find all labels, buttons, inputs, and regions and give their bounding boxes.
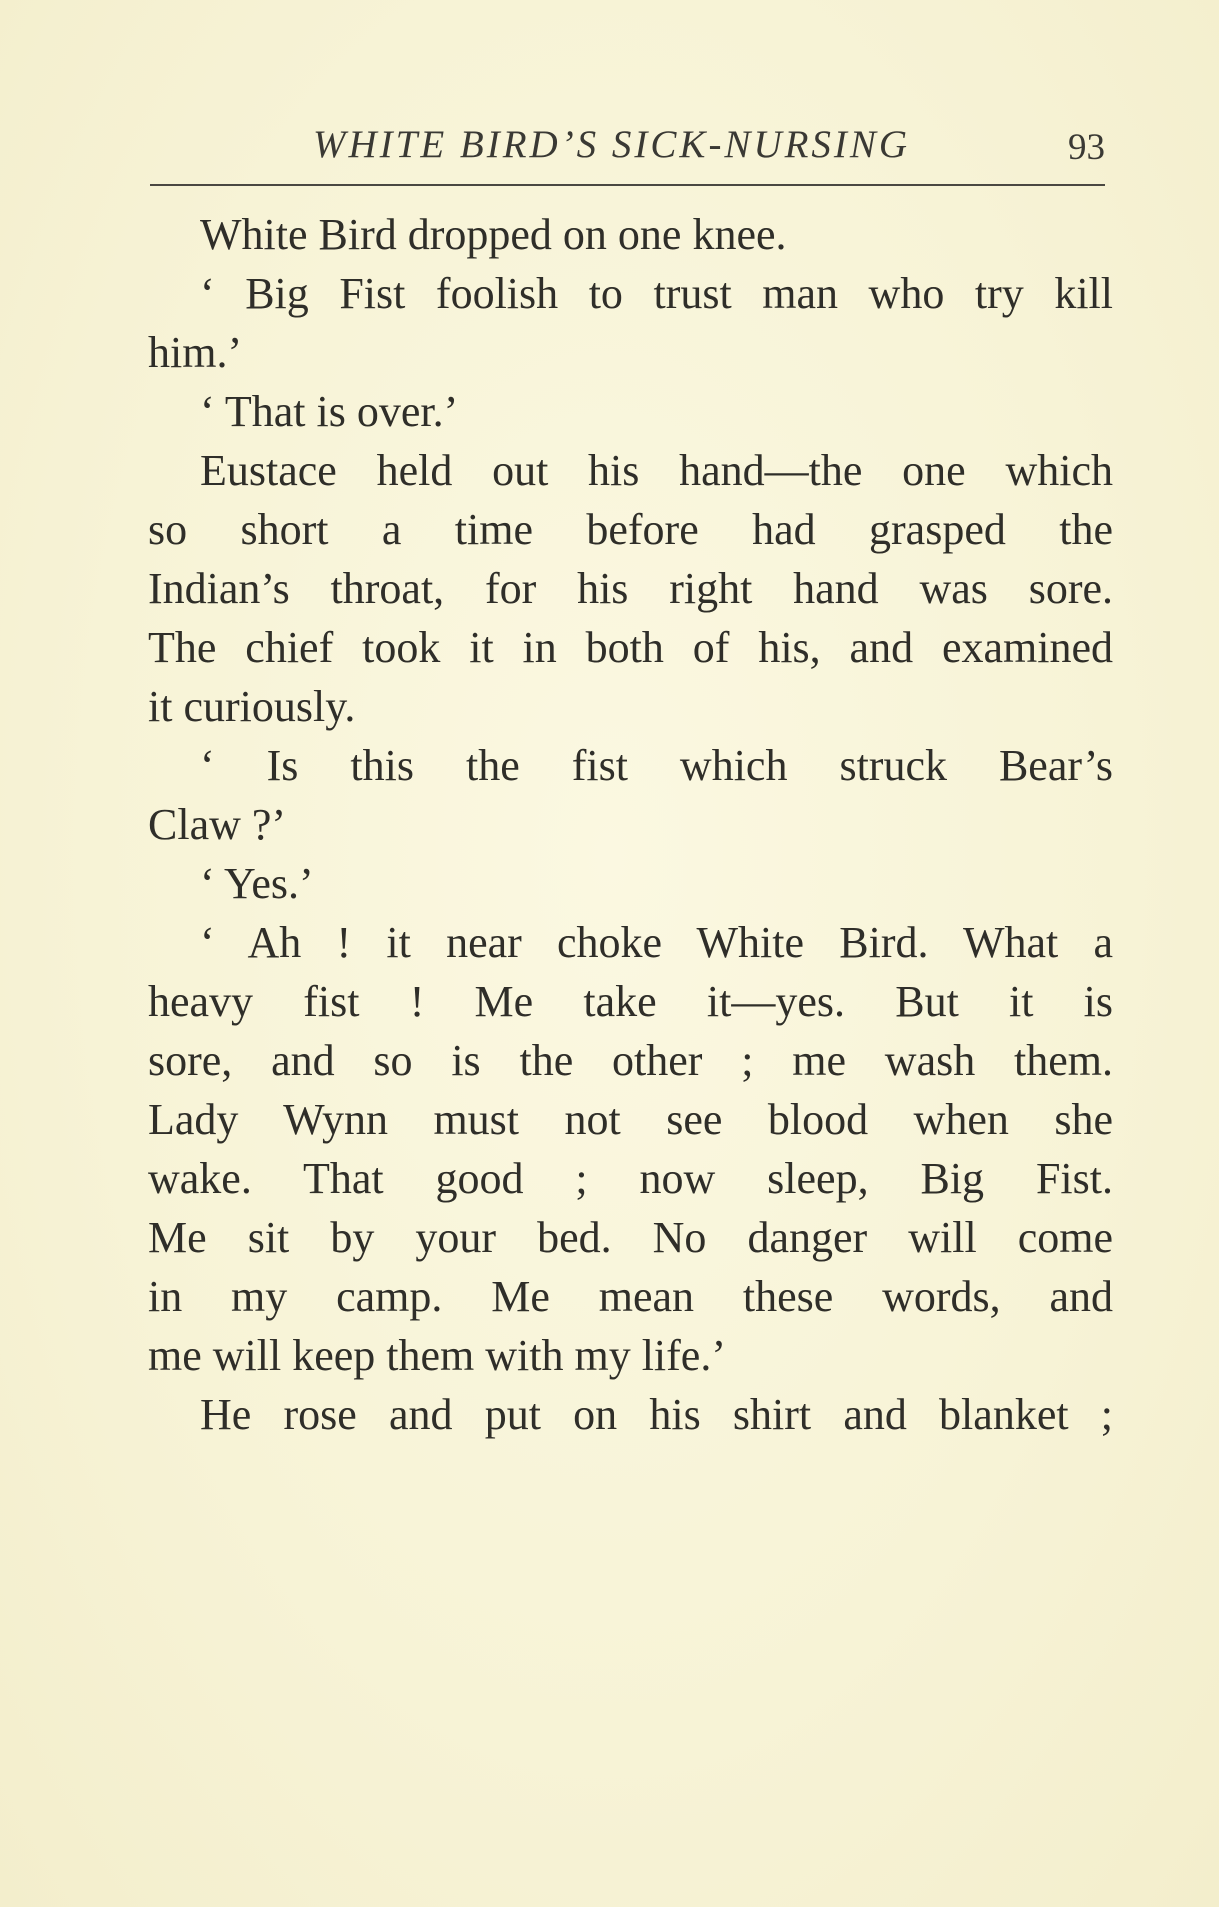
text-line: Eustace held out his hand—the one which [200,446,1113,495]
text-line: so short a time before had grasped the [148,505,1113,554]
text-line: ‘ Yes.’ [200,859,314,908]
text-line: ‘ Is this the fist which struck Bear’s [200,741,1113,790]
page-number: 93 [1068,127,1105,168]
text-line: Me sit by your bed. No danger will come [148,1213,1113,1262]
text-line: him.’ [148,328,243,377]
text-line: He rose and put on his shirt and blanket ; [200,1390,1113,1439]
text-line: it curiously. [148,682,356,731]
text-line: me will keep them with my life.’ [148,1331,726,1380]
text-line: in my camp. Me mean these words, and [148,1272,1113,1321]
text-line: ‘ That is over.’ [200,387,459,436]
text-line: The chief took it in both of his, and examined [148,623,1113,672]
text-line: White Bird dropped on one knee. [200,210,787,259]
text-line: heavy fist ! Me take it—yes. But it is [148,977,1113,1026]
text-line: ‘ Big Fist foolish to trust man who try kill [200,269,1113,318]
running-title: WHITE BIRD’S SICK-NURSING [313,123,911,166]
text-line: wake. That good ; now sleep, Big Fist. [148,1154,1113,1203]
text-line: sore, and so is the other ; me wash them. [148,1036,1113,1085]
text-line: Claw ?’ [148,800,287,849]
header-rule [150,184,1105,186]
text-line: Lady Wynn must not see blood when she [148,1095,1113,1144]
running-head [150,122,1105,174]
text-line: Indian’s throat, for his right hand was sore. [148,564,1113,613]
text-line: ‘ Ah ! it near choke White Bird. What a [200,918,1113,967]
